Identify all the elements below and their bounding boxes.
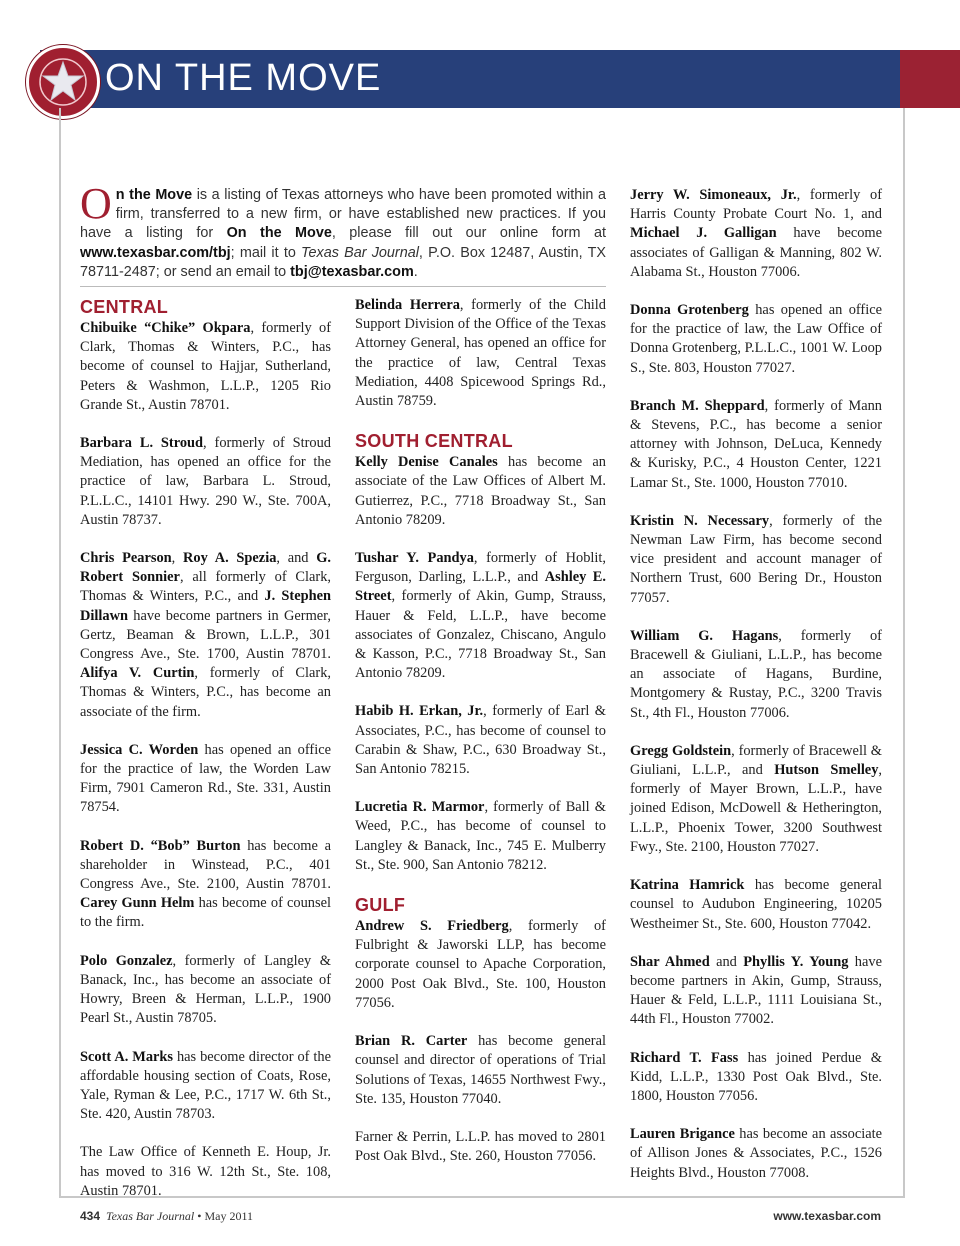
- listing: Brian R. Carter has become general counsel and director of operations of Trial Solutions of Texas, 14655 Northwest Fwy., Ste. 135, Houston 77040.: [355, 1033, 606, 1107]
- listing: Shar Ahmed and Phyllis Y. Young have become partners in Akin, Gump, Strauss, Hauer & Feld, L.L.P., 1111 Louisiana St., 44th Fl., Houston 77002.: [630, 953, 882, 1028]
- listing: Gregg Goldstein, formerly of Bracewell & Giuliani, L.L.P., and Hutson Smelley, formerly of Mayer Brown, L.L.P., have joined Edison, McDowell & Hetherington, L.L.P., Phoenix Tower, 3200 Southwest Fwy., Ste. 2100, Houston 77027.: [630, 742, 883, 855]
- journal-name: Texas Bar Journal: [106, 1209, 195, 1223]
- listing: Lucretia R. Marmor, formerly of Ball & Weed, P.C., has become of counsel to Langley & Banack, Inc., 745 E. Mulberry St., Ste. 900, San Antonio 78212.: [355, 799, 606, 873]
- section-heading-central: CENTRAL: [80, 297, 169, 317]
- footer-left: 434 Texas Bar Journal • May 2011: [80, 1209, 254, 1223]
- listing: Lauren Brigance has become an associate of Allison Jones & Associates, P.C., 1526 Heights Blvd., Houston 77008.: [630, 1126, 882, 1181]
- listing: Andrew S. Friedberg, formerly of Fulbright & Jaworski LLP, has become corporate counsel to Apache Corporation, 2000 Post Oak Blvd., Ste. 100, Houston 77056.: [355, 918, 606, 1011]
- listing: Katrina Hamrick has become general counsel to Audubon Engineering, 10205 Westheimer St., Ste. 600, Houston 77042.: [630, 877, 882, 932]
- listing: Kelly Denise Canales has become an associate of the Law Offices of Albert M. Gutierrez, P.C., 7718 Broadway St., San Antonio 78209.: [355, 454, 606, 528]
- column-3: [630, 186, 882, 1202]
- listing: Chibuike “Chike” Okpara, formerly of Clark, Thomas & Winters, P.C., has become of counsel to Hajjar, Sutherland, Peters & Washmon, L.L.P., 1205 Rio Grande St., Austin 78701.: [80, 320, 331, 413]
- page-number: 434: [80, 1209, 101, 1223]
- listing: Polo Gonzalez, formerly of Langley & Banack, Inc., has become an associate of Howry, Breen & Herman, L.L.P., 1900 Pearl St., Austin 78705.: [80, 952, 331, 1027]
- listing: The Law Office of Kenneth E. Houp, Jr. has moved to 316 W. 12th St., Ste. 108, Austin 78701.: [80, 1144, 331, 1199]
- online-form-link[interactable]: www.texasbar.com/tbj: [80, 244, 231, 261]
- listing: Donna Grotenberg has opened an office for the practice of law, the Law Office of Donna Grotenberg, P.L.L.C., 1001 W. Loop S., Ste. 803, Houston 77027.: [630, 302, 883, 376]
- header-red-block: [900, 50, 960, 108]
- listing: Habib H. Erkan, Jr., formerly of Earl & Associates, P.C., has become of counsel to Carabin & Shaw, P.C., 630 Broadway St., San Antonio 78215.: [355, 703, 607, 778]
- footer-url-link[interactable]: www.texasbar.com: [773, 1209, 881, 1223]
- column-1: [80, 296, 331, 1220]
- listing: Kristin N. Necessary, formerly of the Newman Law Firm, has become second vice president and account manager of Northern Trust, 600 Bering Dr., Houston 77057.: [630, 512, 882, 606]
- column-2: [355, 296, 606, 1185]
- section-heading-gulf: GULF: [355, 895, 406, 916]
- listing: Richard T. Fass has joined Perdue & Kidd, L.L.P., 1330 Post Oak Blvd., Ste. 1800, Houston 77056.: [630, 1049, 882, 1104]
- listing: Robert D. “Bob” Burton has become a shareholder in Winstead, P.C., 401 Congress Ave., Ste. 2100, Austin 78701. Carey Gunn Helm has become of counsel to the firm.: [80, 837, 331, 931]
- listing: Tushar Y. Pandya, formerly of Hoblit, Ferguson, Darling, L.L.P., and Ashley E. Street, formerly of Akin, Gump, Strauss, Hauer & Feld, L.L.P., have become associates of Gonzalez, Chiscano, Angulo & Kasson, P.C., 7718 Broadway St., San Antonio 78209.: [355, 550, 606, 682]
- listing: Barbara L. Stroud, formerly of Stroud Mediation, has opened an office for the practice of law, Barbara L. Stroud, P.L.L.C., 14101 Hwy. 290 W., Ste. 700A, Austin 78737.: [80, 435, 331, 528]
- listing: Farner & Perrin, L.L.P. has moved to 2801 Post Oak Blvd., Ste. 260, Houston 77056.: [355, 1128, 606, 1165]
- listing: Branch M. Sheppard, formerly of Mann & Stevens, P.C., has become a senior attorney with Johnson, DeLuca, Kennedy & Kurisky, P.C., 4 Houston Center, 1221 Lamar St., Ste. 1000, Houston 77010.: [630, 397, 882, 491]
- page-title: ON THE MOVE: [105, 57, 382, 99]
- listing: Jessica C. Worden has opened an office for the practice of law, the Worden Law Firm, 7901 Cameron Rd., Ste. 331, Austin 78754.: [80, 741, 331, 816]
- email-link[interactable]: tbj@texasbar.com: [290, 263, 414, 280]
- listing: Scott A. Marks has become director of the affordable housing section of Coats, Rose, Yale, Ryman & Lee, P.C., 1717 W. 6th St., Ste. 420, Austin 78703.: [80, 1048, 331, 1123]
- listing: Belinda Herrera, formerly of the Child Support Division of the Office of the Texas Attorney General, has opened an office for the practice of law, Central Texas Mediation, 4408 Spicewood Springs Rd., Austin 78759.: [355, 297, 606, 410]
- intro-divider: [80, 286, 606, 287]
- issue-date: May 2011: [204, 1209, 254, 1223]
- intro-paragraph: On the Move is a listing of Texas attorneys who have been promoted within a firm, transferred to a new firm, or have established new practices. If you have a listing for On the Move, please fill out our online form at www.texasbar.com/tbj; mail it to Texas Bar Journal, P.O. Box 12487, Austin, TX 78711-2487; or send an email to tbj@texasbar.com.: [80, 179, 606, 280]
- listing: Jerry W. Simoneaux, Jr., formerly of Harris County Probate Court No. 1, and Michael J. Galligan have become associates of Galligan & Manning, 802 W. Alabama St., Houston 77006.: [630, 187, 882, 280]
- listing: Chris Pearson, Roy A. Spezia, and G. Robert Sonnier, all formerly of Clark, Thomas & Winters, P.C., and J. Stephen Dillawn have become partners in Germer, Gertz, Beaman & Brown, L.L.P., 301 Congress Ave., Ste. 1700, Austin 78701. Alifya V. Curtin, formerly of Clark, Thomas & Winters, P.C., has become an associate of the firm.: [80, 550, 332, 720]
- dropcap: O: [80, 179, 112, 228]
- listing: William G. Hagans, formerly of Bracewell & Giuliani, L.L.P., has become an associate of Hagans, Burdine, Montgomery & Rustay, P.C., 3200 Travis St., 4th Fl., Houston 77006.: [630, 627, 882, 721]
- section-heading-south-central: SOUTH CENTRAL: [355, 431, 513, 452]
